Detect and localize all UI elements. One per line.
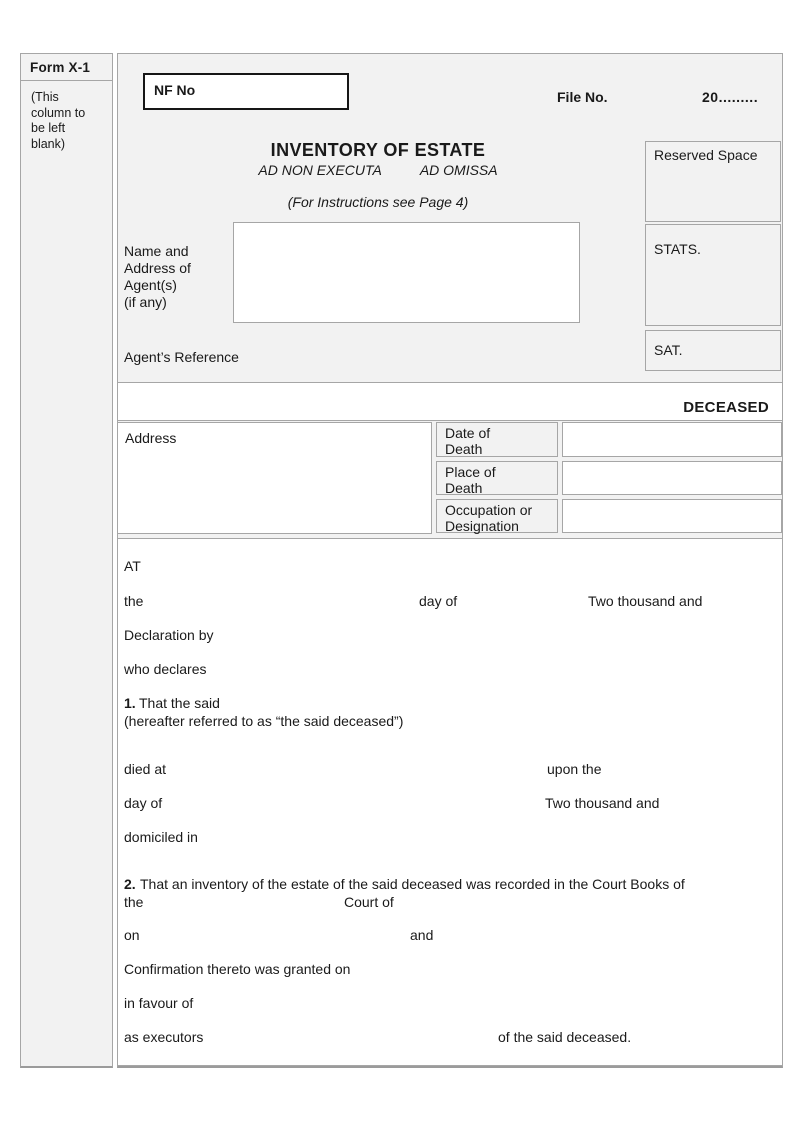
agent-label-line: (if any) [124,294,167,310]
declaration-text: Two thousand and [545,795,660,811]
death-field-label-line: Designation [445,518,519,534]
declaration-text: on [124,927,140,943]
declaration-text: That an inventory of the estate of the said deceased was recorded in the Court Books of [140,876,685,892]
stats-box [645,224,781,326]
column-blank-note-line: column to [31,105,86,120]
death-field-label [436,461,558,495]
death-field-label [436,422,558,457]
declaration-text: Two thousand and [588,593,703,609]
declaration-text: who declares [124,661,207,677]
file-no-label: File No. [557,89,608,105]
declaration-text: Confirmation thereto was granted on [124,961,351,977]
declaration-text: Court of [344,894,394,910]
death-field-label [436,499,558,533]
agent-label-line: Address of [124,260,191,276]
address-label: Address [125,430,177,446]
reserved-space-label: Reserved Space [654,147,758,163]
declaration-text: Declaration by [124,627,214,643]
sidebar-column [20,53,113,1068]
sat-label: SAT. [654,342,683,358]
sat-box [645,330,781,371]
declaration-text: the [124,593,144,609]
form-title: INVENTORY OF ESTATE [270,140,486,160]
declaration-text: AT [124,558,141,574]
death-field-value[interactable] [562,461,782,495]
form-number-label: Form X-1 [21,54,112,81]
declaration-text: 1. [124,695,136,711]
column-blank-note-line: (This [31,90,59,104]
declaration-text: and [410,927,434,943]
declaration-text: in favour of [124,995,194,1011]
subtitle-ad-omissa: AD OMISSA [419,162,498,178]
column-blank-note [21,81,112,152]
death-field-value[interactable] [562,422,782,457]
declaration-text: as executors [124,1029,204,1045]
declaration-text: day of [124,795,163,811]
column-blank-note-line: blank) [31,136,66,151]
declaration-text: That the said [139,695,220,711]
declaration-text: 2. [124,876,136,892]
file-no-year-blank: 20......... [702,89,759,105]
declaration-text: domiciled in [124,829,198,845]
instructions-note: (For Instructions see Page 4) [287,194,469,210]
nf-no-label: NF No [154,82,196,98]
nf-no-field[interactable] [143,73,349,110]
declaration-section [117,538,783,1066]
deceased-name-field[interactable] [117,382,783,421]
deceased-label: DECEASED [683,399,769,416]
form-panel [117,53,783,1068]
agent-label-line: Agent(s) [124,277,177,293]
form-subtitle [118,162,638,178]
death-field-label-line: Place of [445,464,496,480]
declaration-text: died at [124,761,167,777]
agent-label-line: Name and [124,243,189,259]
title-block [118,140,638,210]
declaration-text: day of [419,593,458,609]
column-blank-note-line: be left [31,121,66,135]
agent-name-address-field[interactable] [233,222,580,323]
subtitle-ad-non-executa: AD NON EXECUTA [258,162,382,178]
death-field-label-line: Occupation or [445,502,533,518]
address-field[interactable] [117,422,432,534]
reserved-space-box [645,141,781,222]
death-field-label-line: Death [445,480,483,496]
agent-name-address-label [124,243,191,311]
death-field-value[interactable] [562,499,782,533]
declaration-text: upon the [547,761,602,777]
declaration-text: (hereafter referred to as “the said deceased”) [124,713,404,729]
agent-reference-label: Agent’s Reference [124,349,239,365]
declaration-text: the [124,894,144,910]
stats-label: STATS. [654,241,701,257]
death-field-label-line: Death [445,441,483,457]
declaration-text: of the said deceased. [498,1029,632,1045]
death-field-label-line: Date of [445,425,491,441]
